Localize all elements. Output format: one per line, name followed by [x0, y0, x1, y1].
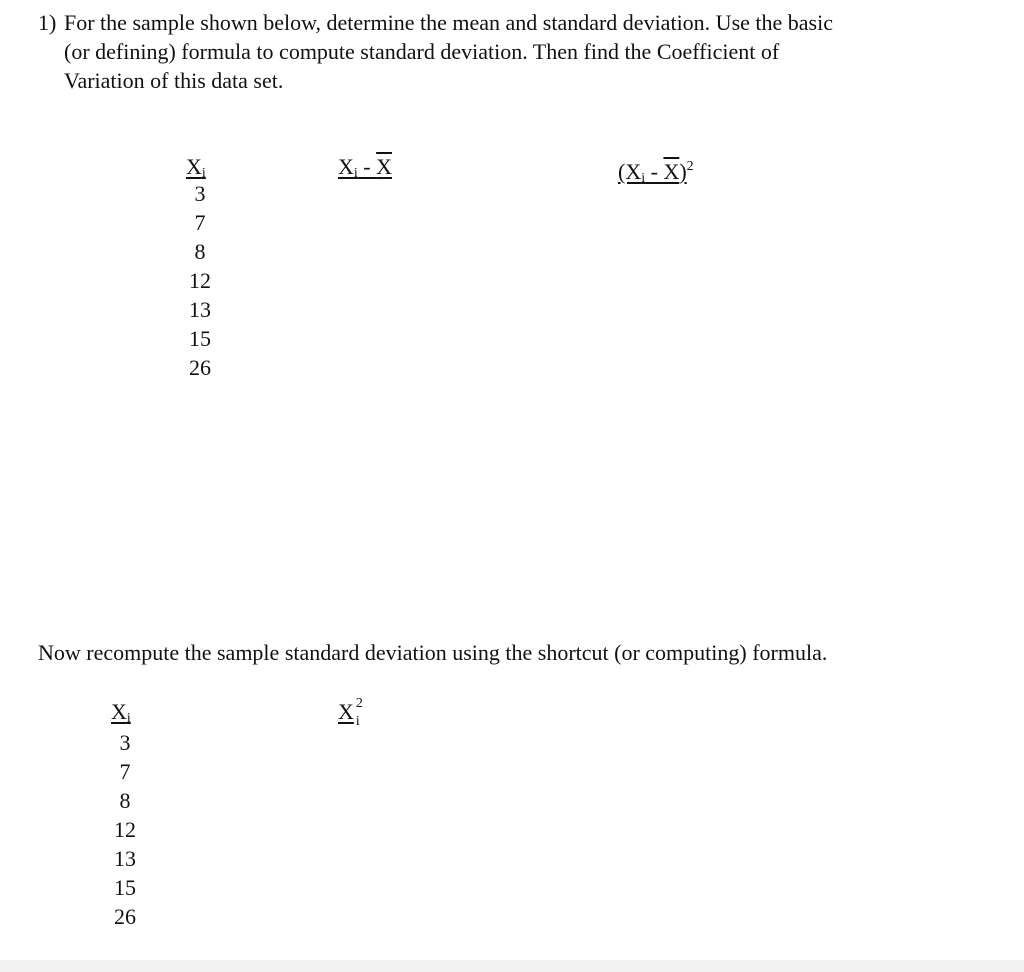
- table1-header-deviation: [338, 154, 392, 187]
- header-sq-sub: i: [641, 171, 646, 186]
- table1-value: 15: [189, 326, 211, 351]
- table2-xi-sub: i: [126, 711, 131, 726]
- header-dev-sep: -: [357, 154, 377, 179]
- header-xi-sub: i: [201, 166, 206, 181]
- table2-xi-column: [109, 728, 141, 931]
- table2-xi2-sub: i: [355, 714, 360, 729]
- problem-text-line-1: For the sample shown below, determine the mean and standard deviation. Use the basic: [64, 10, 833, 35]
- header-sq-mean: X: [663, 159, 680, 184]
- header-dev-mean: X: [376, 154, 392, 179]
- table1-value: 3: [194, 181, 206, 206]
- table1-xi-column: [184, 179, 216, 382]
- header-xi-base: X: [186, 154, 202, 179]
- table1-value: 8: [194, 239, 206, 264]
- table2-xi2-sup: 2: [355, 696, 363, 711]
- header-dev-base: X: [338, 154, 354, 179]
- header-sq-open: (X: [618, 159, 642, 184]
- table2-xi-base: X: [111, 699, 127, 724]
- table2-value: 7: [119, 759, 131, 784]
- problem-text-line-3: Variation of this data set.: [64, 68, 284, 93]
- table2-header-xi-squared: [338, 696, 372, 729]
- table1-value: 13: [189, 297, 211, 322]
- table2-xi2-base: X: [338, 699, 354, 724]
- problem-text-line-2: (or defining) formula to compute standard deviation. Then find the Coefficient of: [64, 39, 780, 64]
- table1-header-squared-deviation: [618, 154, 694, 192]
- table1-value: 7: [194, 210, 206, 235]
- page-bottom-edge: [0, 960, 1024, 972]
- table1-value: 26: [189, 355, 211, 380]
- table2-value: 3: [119, 730, 131, 755]
- table2-value: 26: [114, 904, 136, 929]
- table2-value: 8: [119, 788, 131, 813]
- table2-value: 15: [114, 875, 136, 900]
- table1-value: 12: [189, 268, 211, 293]
- problem-statement: [38, 8, 998, 95]
- header-dev-sub: i: [353, 166, 358, 181]
- problem-number: 1): [38, 10, 57, 35]
- table2-value: 12: [114, 817, 136, 842]
- shortcut-instruction: Now recompute the sample standard deviation using the shortcut (or computing) formula.: [38, 640, 828, 665]
- problem-line-1: [38, 8, 998, 37]
- header-sq-close: ): [679, 159, 687, 184]
- table2-value: 13: [114, 846, 136, 871]
- header-sq-sep: -: [645, 159, 664, 184]
- header-sq-sup: 2: [686, 159, 694, 174]
